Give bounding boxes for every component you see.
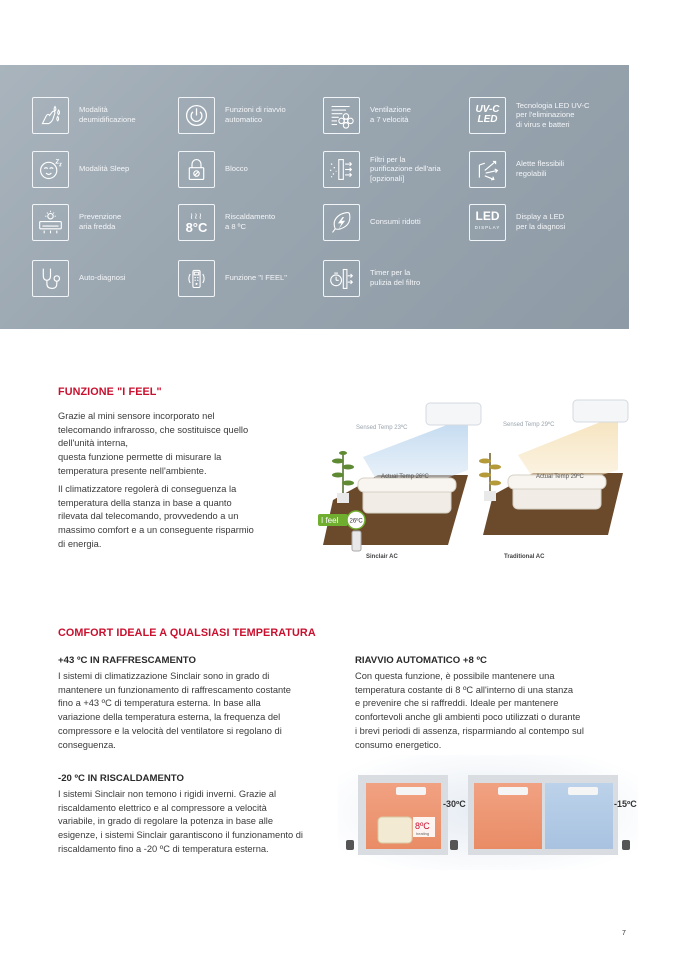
text-line: temperatura della stanza in base a quanto — [58, 497, 232, 508]
feature-dehumidify — [32, 95, 159, 135]
feature-low-consumption — [323, 202, 450, 242]
feature-label: Ventilazione a 7 velocità — [370, 105, 411, 124]
sleep-face-icon — [32, 151, 69, 188]
heating-value: 8°C — [185, 220, 208, 235]
text-line: di energia. — [58, 538, 102, 549]
feature-auto-restart — [178, 95, 305, 135]
text-line: questa funzione permette di misurare la — [58, 452, 222, 463]
feature-label: Consumi ridotti — [370, 217, 421, 227]
comfort-title: COMFORT IDEALE A QUALSIASI TEMPERATURA — [58, 627, 316, 639]
text-line: rilevata dal telecomando, provvedendo a un — [58, 511, 239, 522]
text-line: mantenere un funzionamento di raffrescamento costante — [58, 684, 291, 695]
feature-fan-speeds — [323, 95, 450, 135]
feature-label: Tecnologia LED UV-C per l'eliminazione di virus e batteri — [516, 100, 590, 129]
ifeel-paragraph-1 — [58, 410, 293, 479]
ifeel-paragraph-2 — [58, 483, 293, 552]
text-line: consumo energetico. — [355, 739, 442, 750]
led-small-text: DISPLAY — [474, 225, 501, 230]
uv-c-led-icon — [469, 97, 506, 134]
text-line: riscaldamento fino a -20 ºC di temperatura esterna. — [58, 843, 269, 854]
feature-self-diagnosis — [32, 258, 159, 298]
inside-label: heating — [416, 831, 430, 836]
uv-top-text: UV-C — [475, 104, 500, 115]
flexible-louvers-icon — [469, 151, 506, 188]
left-sensed-temp: Sensed Temp 23ºC — [356, 425, 408, 431]
text-line: I sistemi di climatizzazione Sinclair sono in grado di — [58, 671, 270, 681]
text-line: esigenze, i sistemi Sinclair garantiscono il funzionamento di — [58, 830, 303, 841]
outside-temp-left: -30ºC — [443, 799, 466, 809]
feature-label: Filtri per la purificazione dell'aria [opzionali] — [370, 154, 441, 183]
air-filter-icon — [323, 151, 360, 188]
stethoscope-icon — [32, 260, 69, 297]
feature-uvc-led — [469, 95, 606, 135]
restart-paragraph — [355, 670, 635, 752]
heat-waves: ≀≀≀ — [189, 211, 204, 221]
feature-louvers — [469, 149, 596, 189]
led-display-icon — [469, 204, 506, 241]
right-sensed-temp: Sensed Temp 29ºC — [503, 422, 555, 428]
ifeel-title: FUNZIONE "I FEEL" — [58, 386, 162, 398]
text-line: dell'unità interna, — [58, 438, 128, 449]
uv-bottom-text: LED — [477, 114, 498, 125]
cooling-paragraph — [58, 670, 338, 752]
text-line: i brevi periodi di assenza, risparmiando al contempo sul — [355, 725, 584, 736]
feature-sleep — [32, 149, 159, 189]
feature-label: Riscaldamento a 8 ºC — [225, 212, 276, 231]
left-caption: Sinclair AC — [366, 554, 398, 560]
text-line: temperatura presente nell'ambiente. — [58, 465, 207, 476]
text-line: Grazie al mini sensore incorporato nel — [58, 411, 215, 421]
heating-8c-icon — [178, 204, 215, 241]
feature-label: Prevenzione aria fredda — [79, 212, 122, 231]
feature-cold-air-prevention — [32, 202, 159, 242]
text-line: riscaldamento elettrico e al compressore a velocità — [58, 802, 267, 813]
inside-temp: 8ºC — [415, 821, 430, 831]
text-line: fino a +43 ºC di temperatura esterna. In base alla — [58, 698, 261, 709]
cold-air-prevention-icon — [32, 204, 69, 241]
feature-filter-timer — [323, 258, 450, 298]
features-panel — [0, 65, 629, 329]
text-line: massimo comfort e a un conseguente risparmio — [58, 525, 254, 536]
ifeel-badge: I feel — [321, 516, 339, 525]
outside-temp-right: -15ºC — [614, 799, 637, 809]
led-big-text: LED — [475, 209, 500, 223]
page-number: 7 — [622, 930, 626, 937]
ifeel-temp: 26ºC — [349, 518, 363, 525]
feature-heating-8 — [178, 202, 305, 242]
feature-label: Blocco — [225, 164, 248, 174]
text-line: Il climatizzatore regolerà di conseguenza la — [58, 484, 237, 494]
feature-label: Modalità deumidificazione — [79, 105, 136, 124]
padlock-icon — [178, 151, 215, 188]
text-line: variazione della temperatura esterna, la frequenza del — [58, 712, 281, 723]
right-caption: Traditional AC — [504, 554, 545, 560]
feature-label: Timer per la pulizia del filtro — [370, 268, 421, 287]
feature-label: Funzione "I FEEL" — [225, 273, 287, 283]
feature-lock — [178, 149, 305, 189]
power-restart-icon — [178, 97, 215, 134]
feature-label: Auto-diagnosi — [79, 273, 126, 283]
feature-label: Funzioni di riavvio automatico — [225, 105, 286, 124]
text-line: telecomando infrarosso, che sostituisce quello — [58, 424, 249, 435]
feature-ifeel — [178, 258, 305, 298]
left-actual-temp: Actual Temp 26ºC — [381, 474, 429, 480]
text-line: conseguenza. — [58, 739, 116, 750]
restart-title: RIAVVIO AUTOMATICO +8 ºC — [355, 655, 487, 666]
text-line: Con questa funzione, è possibile mantenere una — [355, 671, 555, 681]
text-line: confortevoli anche gli ambienti poco utilizzati o durante — [355, 712, 581, 723]
text-line: variabile, in grado di regolare la potenza in base alle — [58, 816, 273, 827]
feature-label: Modalità Sleep — [79, 164, 130, 174]
cooling-title: +43 ºC IN RAFFRESCAMENTO — [58, 655, 196, 666]
feature-label: Alette flessibili regolabili — [516, 159, 565, 178]
text-line: I sistemi Sinclair non temono i rigidi inverni. Grazie al — [58, 789, 277, 799]
text-line: compressore e la velocità del ventilatore si regolano di — [58, 725, 282, 736]
temperature-illustration — [338, 755, 638, 870]
ifeel-illustration — [318, 395, 638, 565]
heating-paragraph — [58, 788, 338, 857]
hand-water-drops-icon — [32, 97, 69, 134]
text-line: temperatura costante di 8 ºC all'interno di una stanza — [355, 684, 574, 695]
feature-led-display — [469, 202, 596, 242]
heating-title: -20 ºC IN RISCALDAMENTO — [58, 773, 184, 784]
filter-timer-icon — [323, 260, 360, 297]
energy-saving-icon — [323, 204, 360, 241]
feature-filters — [323, 149, 460, 189]
remote-control-icon — [178, 260, 215, 297]
text-line: e prevenire che si raffreddi. Ideale per mantenere — [355, 698, 559, 709]
right-actual-temp: Actual Temp 29ºC — [536, 474, 584, 480]
feature-label: Display a LED per la diagnosi — [516, 212, 566, 231]
fan-speed-icon — [323, 97, 360, 134]
